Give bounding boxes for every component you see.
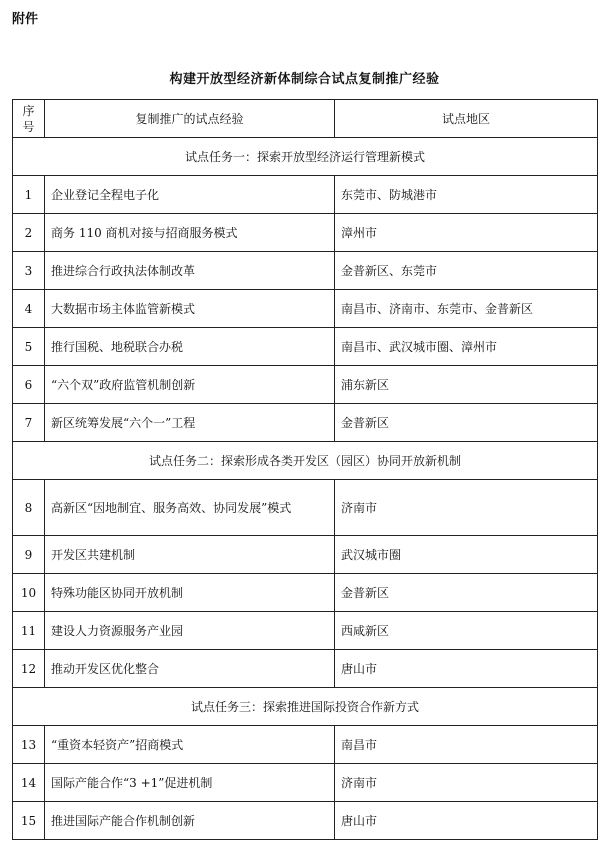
row-region: 漳州市 xyxy=(335,214,598,252)
row-no: 15 xyxy=(13,802,45,840)
task-row-2 xyxy=(13,442,598,480)
document-title: 构建开放型经济新体制综合试点复制推广经验 xyxy=(169,72,440,87)
row-region: 济南市 xyxy=(335,764,598,802)
row-experience: 大数据市场主体监管新模式 xyxy=(45,290,335,328)
row-experience: 商务 110 商机对接与招商服务模式 xyxy=(45,214,335,252)
table-row xyxy=(13,252,598,290)
table-row xyxy=(13,214,598,252)
table-header-row xyxy=(13,100,598,138)
table-row xyxy=(13,404,598,442)
row-experience: 建设人力资源服务产业园 xyxy=(45,612,335,650)
row-no: 5 xyxy=(13,328,45,366)
table-row xyxy=(13,290,598,328)
table-row xyxy=(13,536,598,574)
row-region: 南昌市、武汉城市圈、漳州市 xyxy=(335,328,598,366)
row-no: 14 xyxy=(13,764,45,802)
row-no: 4 xyxy=(13,290,45,328)
row-no: 1 xyxy=(13,176,45,214)
row-no: 10 xyxy=(13,574,45,612)
task-row-3 xyxy=(13,688,598,726)
row-region: 东莞市、防城港市 xyxy=(335,176,598,214)
row-no: 2 xyxy=(13,214,45,252)
row-region: 浦东新区 xyxy=(335,366,598,404)
header-experience: 复制推广的试点经验 xyxy=(45,100,335,138)
row-no: 6 xyxy=(13,366,45,404)
row-experience: 推进综合行政执法体制改革 xyxy=(45,252,335,290)
row-no: 12 xyxy=(13,650,45,688)
table-row xyxy=(13,480,598,536)
table-row xyxy=(13,612,598,650)
row-experience: “六个双”政府监管机制创新 xyxy=(45,366,335,404)
task-title: 试点任务二：探索形成各类开发区（园区）协同开放新机制 xyxy=(13,442,598,480)
row-no: 3 xyxy=(13,252,45,290)
row-experience: 推进国际产能合作机制创新 xyxy=(45,802,335,840)
row-region: 南昌市 xyxy=(335,726,598,764)
table-row xyxy=(13,650,598,688)
row-no: 8 xyxy=(13,480,45,536)
attachment-label: 附件 xyxy=(12,12,39,27)
row-experience: 国际产能合作“3 +1”促进机制 xyxy=(45,764,335,802)
row-region: 西咸新区 xyxy=(335,612,598,650)
experience-table xyxy=(12,99,598,840)
row-region: 南昌市、济南市、东莞市、金普新区 xyxy=(335,290,598,328)
row-experience: 开发区共建机制 xyxy=(45,536,335,574)
row-experience: 特殊功能区协同开放机制 xyxy=(45,574,335,612)
row-no: 13 xyxy=(13,726,45,764)
row-experience: 企业登记全程电子化 xyxy=(45,176,335,214)
row-region: 金普新区、东莞市 xyxy=(335,252,598,290)
task-title: 试点任务一：探索开放型经济运行管理新模式 xyxy=(13,138,598,176)
row-region: 武汉城市圈 xyxy=(335,536,598,574)
header-region: 试点地区 xyxy=(335,100,598,138)
row-region: 济南市 xyxy=(335,480,598,536)
table-row xyxy=(13,574,598,612)
table-row xyxy=(13,366,598,404)
row-experience: 新区统筹发展“六个一”工程 xyxy=(45,404,335,442)
table-row xyxy=(13,176,598,214)
row-region: 金普新区 xyxy=(335,574,598,612)
table-row xyxy=(13,764,598,802)
task-row-1 xyxy=(13,138,598,176)
row-region: 金普新区 xyxy=(335,404,598,442)
table-row xyxy=(13,726,598,764)
row-region: 唐山市 xyxy=(335,650,598,688)
row-experience: “重资本轻资产”招商模式 xyxy=(45,726,335,764)
table-row xyxy=(13,328,598,366)
table-row xyxy=(13,802,598,840)
row-region: 唐山市 xyxy=(335,802,598,840)
row-experience: 高新区“因地制宜、服务高效、协同发展”模式 xyxy=(45,480,335,536)
row-no: 11 xyxy=(13,612,45,650)
row-experience: 推动开发区优化整合 xyxy=(45,650,335,688)
row-no: 7 xyxy=(13,404,45,442)
row-no: 9 xyxy=(13,536,45,574)
row-experience: 推行国税、地税联合办税 xyxy=(45,328,335,366)
header-no: 序号 xyxy=(13,100,45,138)
task-title: 试点任务三：探索推进国际投资合作新方式 xyxy=(13,688,598,726)
